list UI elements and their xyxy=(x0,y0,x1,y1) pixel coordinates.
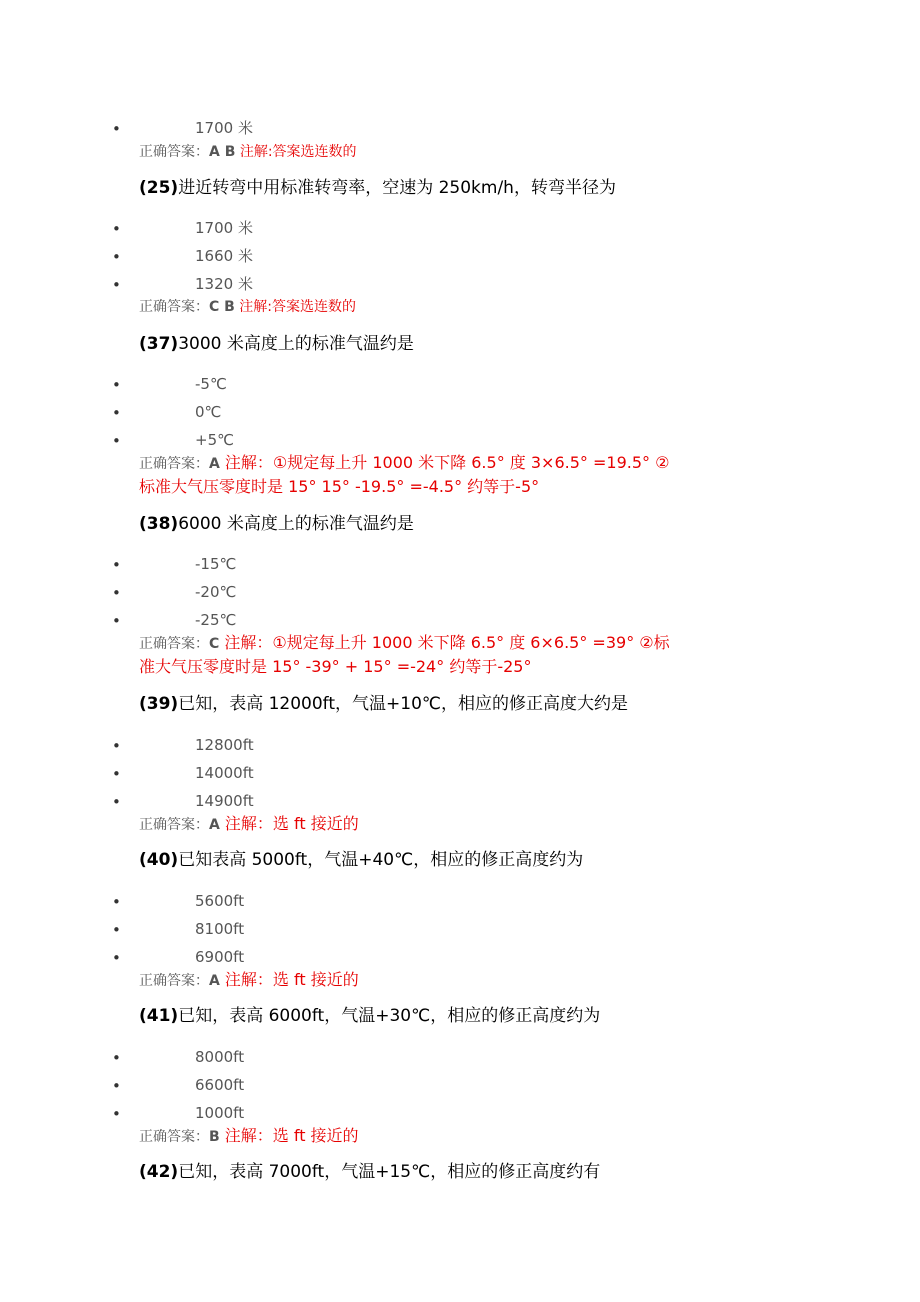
answer-key: A B xyxy=(209,144,236,160)
question-title xyxy=(139,852,583,869)
answer-note: 注解：选 ft 接近的 xyxy=(219,1126,359,1145)
option-text: -15℃ xyxy=(195,555,237,573)
answer-label: 正确答案： xyxy=(139,1129,209,1145)
answer-label: 正确答案： xyxy=(139,636,209,652)
bullet: • xyxy=(112,276,121,294)
question-number: (42) xyxy=(139,1162,179,1182)
bullet: • xyxy=(112,1077,121,1095)
option-text: 8000ft xyxy=(195,1048,245,1066)
bullet: • xyxy=(112,765,121,783)
bullet: • xyxy=(112,432,121,450)
answer-note: 注解：选 ft 接近的 xyxy=(219,970,359,989)
question-text: 进近转弯中用标准转弯率，空速为 250km/h，转弯半径为 xyxy=(178,178,616,198)
answer-label: 正确答案： xyxy=(139,299,209,315)
option-text: +5℃ xyxy=(195,431,234,449)
answer-label: 正确答案： xyxy=(139,973,209,989)
bullet: • xyxy=(112,376,121,394)
question-number: (41) xyxy=(139,1006,179,1026)
answer-line xyxy=(139,455,669,471)
option-text: 1700 米 xyxy=(195,119,253,137)
bullet: • xyxy=(112,893,121,911)
answer-note: 注解：①规定每上升 1000 米下降 6.5° 度 6×6.5° =39° ②标 xyxy=(219,633,670,652)
option-text: -20℃ xyxy=(195,583,237,601)
question-number: (37) xyxy=(139,334,179,354)
question-title xyxy=(139,696,628,713)
answer-label: 正确答案： xyxy=(139,144,209,160)
question-title xyxy=(139,516,414,533)
answer-label: 正确答案： xyxy=(139,817,209,833)
answer-line xyxy=(139,635,670,651)
answer-line xyxy=(139,1128,359,1144)
answer-key: A xyxy=(209,817,220,833)
answer-note: 注解：①规定每上升 1000 米下降 6.5° 度 3×6.5° =19.5° ② xyxy=(219,453,670,472)
question-text: 6000 米高度上的标准气温约是 xyxy=(178,514,414,534)
option-text: 6900ft xyxy=(195,948,245,966)
answer-line xyxy=(139,816,359,832)
answer-note-continued: 标准大气压零度时是 15° 15° -19.5° =-4.5° 约等于-5° xyxy=(139,477,540,496)
answer-note: 注解:答案选连数的 xyxy=(235,144,357,160)
question-number: (40) xyxy=(139,850,179,870)
bullet: • xyxy=(112,120,121,138)
answer-key: C B xyxy=(209,299,235,315)
answer-key: A xyxy=(209,456,220,472)
bullet: • xyxy=(112,737,121,755)
question-text: 已知表高 5000ft，气温+40℃，相应的修正高度约为 xyxy=(178,850,584,870)
question-number: (38) xyxy=(139,514,179,534)
option-text: 6600ft xyxy=(195,1076,245,1094)
option-text: 1660 米 xyxy=(195,247,253,265)
question-text: 已知，表高 6000ft，气温+30℃，相应的修正高度约为 xyxy=(178,1006,601,1026)
option-text: 14000ft xyxy=(195,764,254,782)
answer-line xyxy=(139,972,359,988)
question-text: 已知，表高 7000ft，气温+15℃，相应的修正高度约有 xyxy=(178,1162,601,1182)
question-number: (39) xyxy=(139,694,179,714)
question-text: 已知，表高 12000ft，气温+10℃，相应的修正高度大约是 xyxy=(178,694,629,714)
bullet: • xyxy=(112,248,121,266)
option-text: 0℃ xyxy=(195,403,222,421)
answer-note: 注解:答案选连数的 xyxy=(234,299,356,315)
question-title xyxy=(139,180,616,197)
bullet: • xyxy=(112,793,121,811)
option-text: 1000ft xyxy=(195,1104,245,1122)
option-text: -5℃ xyxy=(195,375,227,393)
bullet: • xyxy=(112,1105,121,1123)
option-text: 14900ft xyxy=(195,792,254,810)
answer-label: 正确答案： xyxy=(139,456,209,472)
bullet: • xyxy=(112,921,121,939)
question-title xyxy=(139,336,414,353)
question-text: 3000 米高度上的标准气温约是 xyxy=(178,334,414,354)
bullet: • xyxy=(112,556,121,574)
option-text: 5600ft xyxy=(195,892,245,910)
bullet: • xyxy=(112,404,121,422)
option-text: 1320 米 xyxy=(195,275,253,293)
answer-key: B xyxy=(209,1129,220,1145)
bullet: • xyxy=(112,1049,121,1067)
bullet: • xyxy=(112,612,121,630)
option-text: 12800ft xyxy=(195,736,254,754)
answer-line xyxy=(139,300,356,314)
question-title xyxy=(139,1164,600,1181)
answer-line xyxy=(139,145,357,159)
answer-note-continued: 准大气压零度时是 15° -39° + 15° =-24° 约等于-25° xyxy=(139,657,532,676)
question-title xyxy=(139,1008,600,1025)
answer-key: A xyxy=(209,973,220,989)
answer-key: C xyxy=(209,636,220,652)
option-text: 8100ft xyxy=(195,920,245,938)
question-number: (25) xyxy=(139,178,179,198)
option-text: -25℃ xyxy=(195,611,237,629)
bullet: • xyxy=(112,220,121,238)
option-text: 1700 米 xyxy=(195,219,253,237)
bullet: • xyxy=(112,949,121,967)
bullet: • xyxy=(112,584,121,602)
answer-note: 注解：选 ft 接近的 xyxy=(219,814,359,833)
